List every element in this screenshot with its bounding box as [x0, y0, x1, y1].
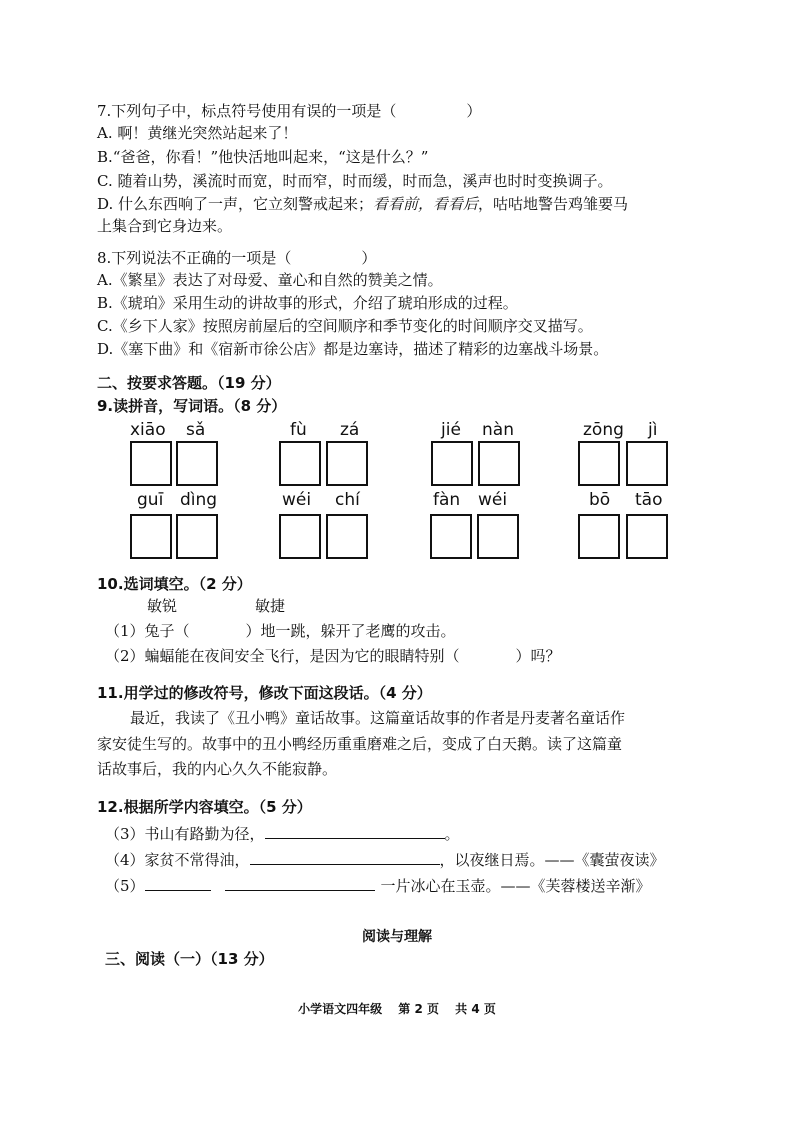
- page-footer: 小学语文四年级 第 2 页 共 4 页: [298, 1002, 496, 1016]
- q9-pinyin: jié: [441, 420, 461, 440]
- q9-pinyin: zá: [340, 420, 360, 440]
- q7-option-d: D. 什么东西响了一声，它立刻警戒起来；看看前，看看后，咕咕地警告鸡雏要马: [97, 195, 629, 213]
- q9-pinyin: zōng: [583, 420, 624, 440]
- q12-line-5: （5） 一片冰心在玉壶。——《芙蓉楼送辛渐》: [105, 874, 651, 897]
- q8-option-d: D.《塞下曲》和《宿新市徐公店》都是边塞诗，描述了精彩的边塞战斗场景。: [97, 340, 609, 358]
- q8-stem: 8.下列说法不正确的一项是（ ）: [97, 249, 377, 267]
- q12-title: 12.根据所学内容填空。（5 分）: [97, 798, 312, 816]
- answer-box[interactable]: [430, 514, 472, 559]
- q10-word-choice: 敏锐: [147, 597, 178, 615]
- q12-line-4: （4）家贫不常得油， ，以夜继日焉。——《囊萤夜读》: [105, 848, 665, 871]
- q12-line-3: （3）书山有路勤为径， 。: [105, 822, 460, 845]
- q10-title: 10.选词填空。（2 分）: [97, 575, 252, 593]
- q11-paragraph-line: 最近，我读了《丑小鸭》童话故事。这篇童话故事的作者是丹麦著名童话作: [130, 709, 626, 727]
- answer-box[interactable]: [626, 514, 668, 559]
- answer-box[interactable]: [176, 441, 218, 486]
- q10-sentence-1: （1）兔子（ ）地一跳，躲开了老鹰的攻击。: [105, 622, 456, 640]
- q7-option-d-cont: 上集合到它身边来。: [97, 217, 233, 235]
- section-2-title: 二、按要求答题。（19 分）: [97, 374, 281, 392]
- q9-pinyin: xiāo: [130, 420, 166, 440]
- answer-box[interactable]: [279, 441, 321, 486]
- fill-blank[interactable]: [225, 874, 375, 891]
- answer-box[interactable]: [130, 514, 172, 559]
- q9-pinyin: guī: [137, 490, 164, 510]
- q9-pinyin: wéi: [478, 490, 508, 510]
- answer-box[interactable]: [130, 441, 172, 486]
- q7-option-c: C. 随着山势，溪流时而宽，时而窄，时而缓，时而急，溪声也时时变换调子。: [97, 172, 613, 190]
- fill-blank[interactable]: [265, 822, 445, 839]
- answer-box[interactable]: [326, 441, 368, 486]
- fill-blank[interactable]: [250, 848, 440, 865]
- q10-word-choice: 敏捷: [255, 597, 286, 615]
- answer-box[interactable]: [176, 514, 218, 559]
- fill-blank[interactable]: [145, 874, 211, 891]
- q9-pinyin: dìng: [180, 490, 218, 510]
- q9-pinyin: jì: [648, 420, 658, 440]
- q7-option-b: B.“爸爸，你看！”他快活地叫起来，“这是什么？”: [97, 148, 429, 166]
- q9-pinyin: chí: [335, 490, 360, 510]
- answer-box[interactable]: [477, 514, 519, 559]
- answer-box[interactable]: [279, 514, 321, 559]
- q11-paragraph-line: 话故事后，我的内心久久不能寂静。: [97, 760, 338, 778]
- q9-pinyin: wéi: [282, 490, 312, 510]
- q9-pinyin: tāo: [635, 490, 663, 510]
- answer-box[interactable]: [326, 514, 368, 559]
- answer-box[interactable]: [578, 514, 620, 559]
- answer-box[interactable]: [431, 441, 473, 486]
- answer-box[interactable]: [626, 441, 668, 486]
- q9-pinyin: fù: [290, 420, 307, 440]
- q8-option-c: C.《乡下人家》按照房前屋后的空间顺序和季节变化的时间顺序交叉描写。: [97, 317, 593, 335]
- answer-box[interactable]: [478, 441, 520, 486]
- q9-pinyin: sǎ: [186, 420, 206, 440]
- q8-option-b: B.《琥珀》采用生动的讲故事的形式，介绍了琥珀形成的过程。: [97, 294, 518, 312]
- q11-paragraph-line: 家安徒生写的。故事中的丑小鸭经历重重磨难之后，变成了白天鹅。读了这篇童: [97, 735, 623, 753]
- q9-pinyin: bō: [589, 490, 611, 510]
- q11-title: 11.用学过的修改符号，修改下面这段话。（4 分）: [97, 684, 432, 702]
- reading-heading: 阅读与理解: [362, 929, 432, 945]
- q9-pinyin: fàn: [433, 490, 461, 510]
- answer-box[interactable]: [578, 441, 620, 486]
- q9-title: 9.读拼音，写词语。（8 分）: [97, 397, 287, 415]
- q7-stem: 7.下列句子中，标点符号使用有误的一项是（ ）: [97, 102, 482, 120]
- q10-sentence-2: （2）蝙蝠能在夜间安全飞行，是因为它的眼睛特别（ ）吗？: [105, 647, 561, 665]
- q7-option-a: A. 啊！黄继光突然站起来了！: [97, 124, 298, 142]
- section-3-title: 三、阅读（一）（13 分）: [105, 950, 274, 968]
- q8-option-a: A.《繁星》表达了对母爱、童心和自然的赞美之情。: [97, 271, 443, 289]
- q9-pinyin: nàn: [482, 420, 514, 440]
